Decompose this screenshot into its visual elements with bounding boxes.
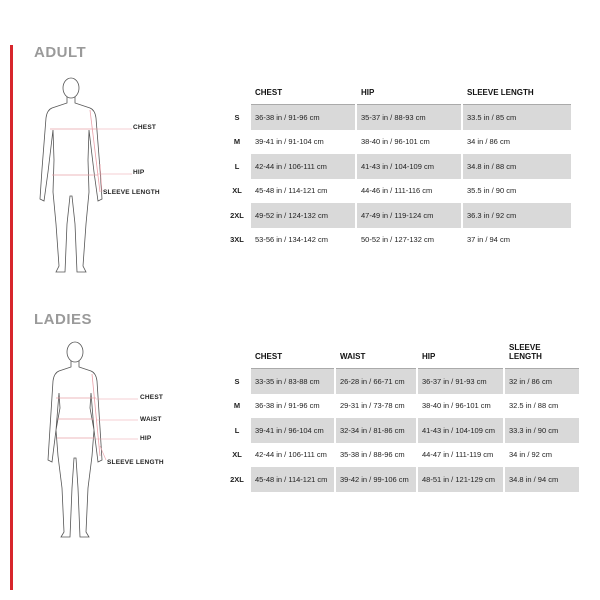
table-cell: 44-46 in / 111-116 cm [361, 186, 433, 196]
table-cell: 32-34 in / 81-86 cm [336, 418, 416, 443]
table-cell: 34 in / 92 cm [509, 450, 552, 460]
table-row [225, 179, 571, 204]
table-row [225, 105, 571, 130]
ladies-header-hip: HIP [418, 341, 503, 369]
size-label: L [234, 161, 240, 171]
table-cell: 35-38 in / 88-96 cm [340, 450, 405, 460]
adult-header-hip: HIP [357, 77, 461, 105]
table-cell: 39-41 in / 96-104 cm [251, 418, 334, 443]
adult-size-table [223, 77, 573, 252]
ladies-header-chest: CHEST [251, 341, 334, 369]
table-row [225, 467, 579, 492]
table-cell: 44-47 in / 111-119 cm [422, 450, 494, 460]
ladies-header-waist: WAIST [336, 341, 416, 369]
table-cell: 36-38 in / 91-96 cm [251, 105, 355, 130]
size-label: M [233, 401, 241, 411]
table-cell: 48-51 in / 121-129 cm [418, 467, 503, 492]
adult-hip-callout: HIP [133, 169, 145, 176]
table-cell: 49-52 in / 124-132 cm [251, 203, 355, 228]
ladies-hip-callout: HIP [140, 435, 152, 442]
table-cell: 41-43 in / 104-109 cm [418, 418, 503, 443]
adult-section-title: ADULT [34, 44, 87, 61]
ladies-size-table [223, 341, 581, 492]
table-cell: 45-48 in / 114-121 cm [251, 467, 334, 492]
table-cell: 33.3 in / 90 cm [505, 418, 579, 443]
ladies-section-title: LADIES [34, 311, 93, 328]
size-label: S [234, 112, 240, 122]
adult-chest-callout: CHEST [133, 124, 157, 131]
table-cell: 35.5 in / 90 cm [467, 186, 517, 196]
table-cell: 53-56 in / 134-142 cm [255, 235, 328, 245]
table-cell: 32 in / 86 cm [505, 369, 579, 394]
ladies-waist-callout: WAIST [140, 416, 162, 423]
table-cell: 39-42 in / 99-106 cm [336, 467, 416, 492]
ladies-chest-callout: CHEST [140, 394, 164, 401]
table-cell: 26-28 in / 66-71 cm [336, 369, 416, 394]
table-cell: 38-40 in / 96-101 cm [361, 137, 430, 147]
table-cell: 34.8 in / 94 cm [505, 467, 579, 492]
size-label: L [234, 425, 240, 435]
table-row [225, 154, 571, 179]
size-label: 2XL [230, 474, 244, 484]
table-cell: 36-38 in / 91-96 cm [255, 401, 320, 411]
table-row [225, 228, 571, 253]
size-label: XL [232, 450, 242, 460]
table-cell: 42-44 in / 106-111 cm [251, 154, 355, 179]
table-row [225, 130, 571, 155]
table-cell: 47-49 in / 119-124 cm [357, 203, 461, 228]
accent-bar [10, 45, 13, 590]
size-label: M [233, 137, 241, 147]
table-cell: 42-44 in / 106-111 cm [255, 450, 327, 460]
table-row [225, 369, 579, 394]
table-row [225, 418, 579, 443]
table-cell: 39-41 in / 91-104 cm [255, 137, 324, 147]
table-cell: 33-35 in / 83-88 cm [251, 369, 334, 394]
size-label: 3XL [230, 235, 244, 245]
adult-callout-lines [96, 126, 136, 196]
table-cell: 34 in / 86 cm [467, 137, 510, 147]
size-label: XL [232, 186, 242, 196]
table-cell: 35-37 in / 88-93 cm [357, 105, 461, 130]
size-label: S [234, 376, 240, 386]
table-cell: 41-43 in / 104-109 cm [357, 154, 461, 179]
ladies-callout-lines [96, 396, 142, 466]
size-column-header [225, 77, 249, 105]
table-cell: 36-37 in / 91-93 cm [418, 369, 503, 394]
table-cell: 36.3 in / 92 cm [463, 203, 571, 228]
table-row [225, 394, 579, 419]
table-row [225, 443, 579, 468]
size-column-header [225, 341, 249, 369]
table-cell: 38-40 in / 96-101 cm [422, 401, 491, 411]
table-cell: 45-48 in / 114-121 cm [255, 186, 328, 196]
ladies-sleeve-callout: SLEEVE LENGTH [107, 459, 164, 466]
table-cell: 37 in / 94 cm [467, 235, 510, 245]
table-row [225, 203, 571, 228]
table-cell: 29-31 in / 73-78 cm [340, 401, 405, 411]
adult-sleeve-callout: SLEEVE LENGTH [103, 189, 160, 196]
table-cell: 33.5 in / 85 cm [463, 105, 571, 130]
table-cell: 32.5 in / 88 cm [509, 401, 559, 411]
table-cell: 34.8 in / 88 cm [463, 154, 571, 179]
ladies-header-sleeve: SLEEVE LENGTH [505, 341, 579, 369]
adult-header-chest: CHEST [251, 77, 355, 105]
size-label: 2XL [230, 210, 244, 220]
adult-header-sleeve: SLEEVE LENGTH [463, 77, 571, 105]
table-cell: 50-52 in / 127-132 cm [361, 235, 434, 245]
